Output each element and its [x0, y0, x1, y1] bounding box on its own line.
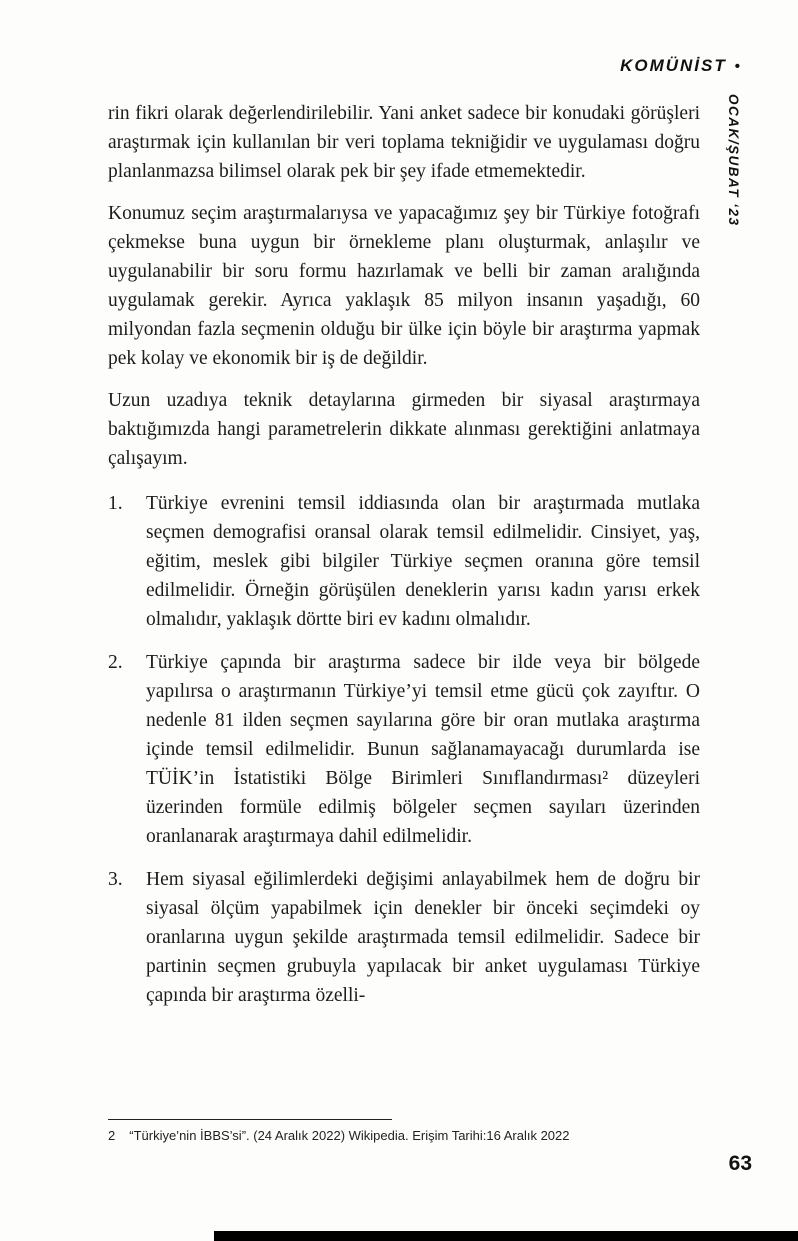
issue-date: OCAK/ŞUBAT ‘23	[726, 94, 741, 227]
list-item-number: 2.	[108, 652, 123, 673]
footnote-number: 2	[108, 1128, 116, 1143]
list-item-text: Hem siyasal eğilimlerdeki değişimi anlayabilmek hem de doğru bir siyasal ölçüm yapabilmek için denekler bir önceki seçimdeki oy oranlarına uygun şekilde araştırmada temsil edilmelidir. Sadece bir partinin seçmen grubuyla yapılacak bir anket uygulaması Türkiye çapında bir araştırma özelli-	[146, 869, 700, 1006]
footnote-text: “Türkiye’nin İBBS’si”. (24 Aralık 2022) Wikipedia. Erişim Tarihi:16 Aralık 2022	[129, 1128, 570, 1143]
list-item-number: 3.	[108, 869, 123, 890]
numbered-list	[108, 489, 700, 1010]
list-item	[108, 648, 700, 851]
magazine-title: KOMÜNİST	[620, 56, 727, 75]
list-item	[108, 489, 700, 634]
footnote-divider	[108, 1119, 392, 1120]
body-paragraph: rin fikri olarak değerlendirilebilir. Yani anket sadece bir konudaki görüşleri araştırmak için kullanılan bir veri toplama tekniğidir ve uygulaması doğru planlanmazsa bilimsel olarak pek bir şey ifade etmemektedir.	[108, 103, 700, 182]
page-number: 63	[728, 1152, 752, 1175]
list-item-text: Türkiye evrenini temsil iddiasında olan bir araştırmada mutlaka seçmen demografisi oransal olarak temsil edilmelidir. Cinsiyet, yaş, eğitim, meslek gibi bilgiler Türkiye seçmen oranına göre temsil edilmelidir. Örneğin görüşülen deneklerin yarısı kadın yarısı erkek olmalıdır, yaklaşık dörtte biri ev kadını olmalıdır.	[146, 493, 700, 630]
bottom-edge-bar	[214, 1231, 798, 1241]
page-content	[108, 99, 700, 1024]
footnote	[108, 1127, 700, 1144]
bullet-icon: •	[734, 58, 740, 75]
page-header	[620, 56, 740, 76]
list-item-number: 1.	[108, 493, 123, 514]
list-item	[108, 865, 700, 1010]
list-item-text: Türkiye çapında bir araştırma sadece bir ilde veya bir bölgede yapılırsa o araştırmanın Türkiye’yi temsil etme gücü çok zayıftır. O nedenle 81 ilden seçmen sayılarına göre bir oran mutlaka araştırma içinde temsil edilmelidir. Bunun sağlanamayacağı durumlarda ise TÜİK’in İstatistiki Bölge Birimleri Sınıflandırması² düzeyleri üzerinden formüle edilmiş bölgeler seçmen sayıları üzerinden oranlanarak araştırmaya dahil edilmelidir.	[146, 652, 700, 847]
body-paragraph: Konumuz seçim araştırmalarıysa ve yapacağımız şey bir Türkiye fotoğrafı çekmekse buna uygun bir örnekleme planı oluşturmak, anlaşılır ve uygulanabilir bir soru formu hazırlamak ve belli bir zaman aralığında uygulamak gerekir. Ayrıca yaklaşık 85 milyon insanın yaşadığı, 60 milyondan fazla seçmenin olduğu bir ülke için böyle bir araştırma yapmak pek kolay ve ekonomik bir iş de değildir.	[108, 203, 700, 369]
body-paragraph: Uzun uzadıya teknik detaylarına girmeden bir siyasal araştırmaya baktığımızda hangi parametrelerin dikkate alınması gerektiğini anlatmaya çalışayım.	[108, 390, 700, 469]
